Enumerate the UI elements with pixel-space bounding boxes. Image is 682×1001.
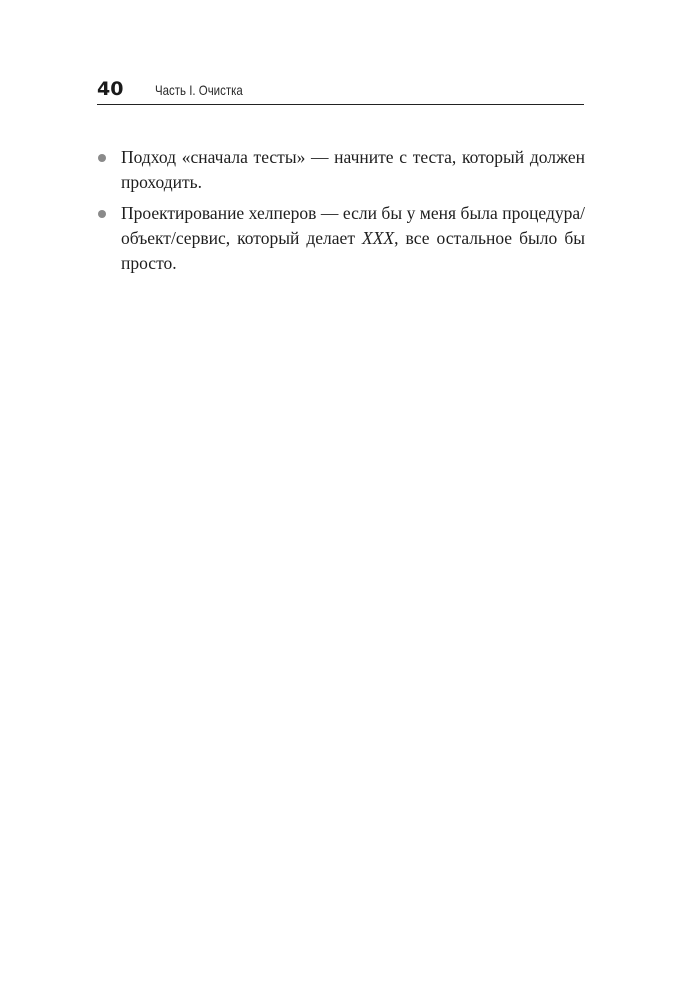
bullet-text-end: , все остальное было бы просто.: [121, 228, 585, 273]
page-number: 40: [97, 78, 124, 100]
running-head: [97, 76, 584, 104]
bullet-item-helpers: [97, 201, 585, 276]
header-rule: [97, 104, 584, 105]
bullet-text-italic: XXX: [362, 228, 395, 248]
bullet-icon: [98, 154, 106, 162]
bullet-icon: [98, 210, 106, 218]
bullet-text-start: Проектирование хелперов — если бы у меня была процедура/объект/сервис, который делает: [121, 203, 585, 248]
bullet-item-tests-first: [97, 145, 585, 195]
bullet-text: Подход «сначала тесты» — начните с теста, который должен проходить.: [121, 147, 585, 192]
bullet-list: [97, 145, 585, 282]
chapter-title: Часть I. Очистка: [155, 82, 243, 98]
